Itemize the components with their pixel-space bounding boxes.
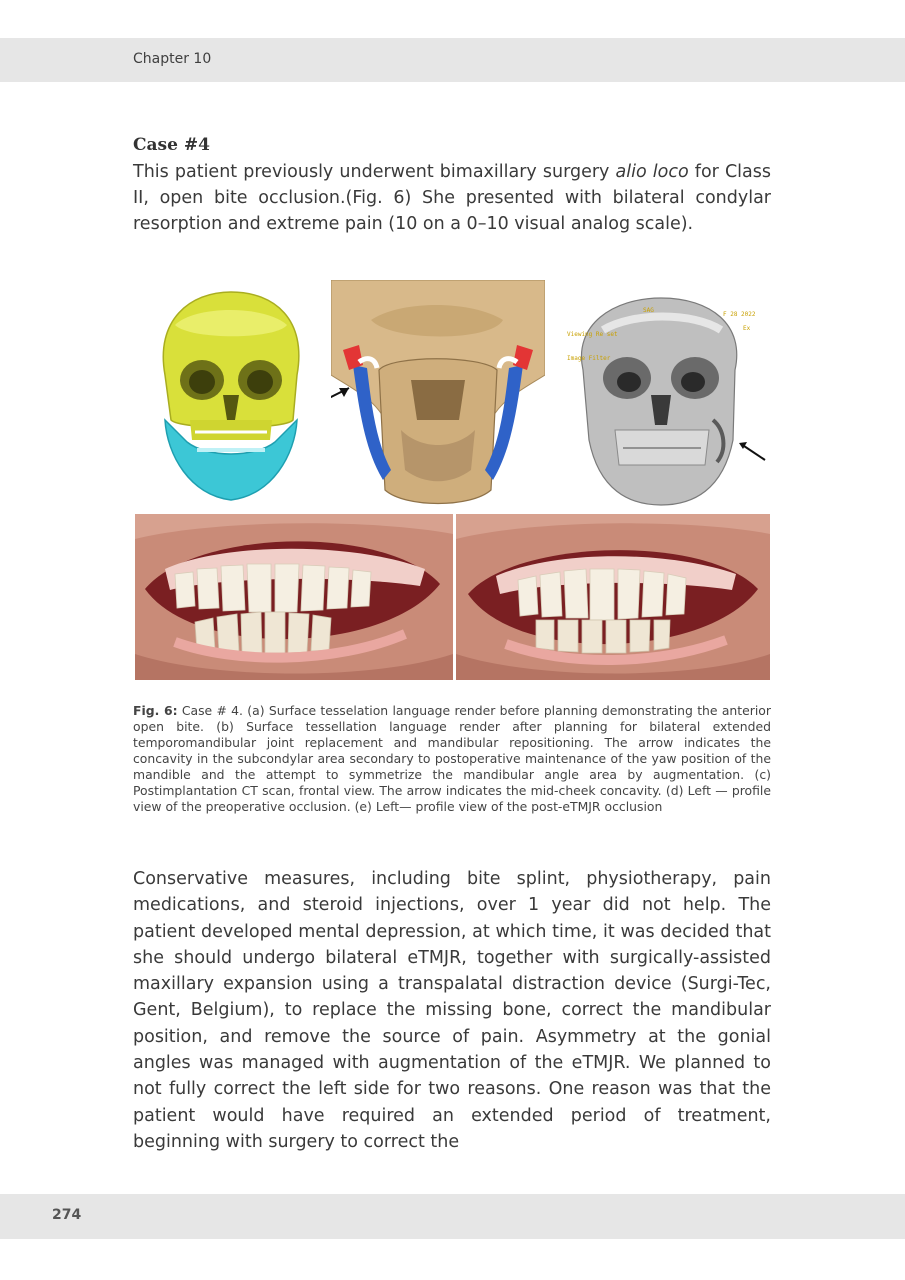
intro-italic: alio loco	[615, 162, 689, 182]
running-footer	[0, 1194, 905, 1239]
chapter-label: Chapter 10	[133, 51, 212, 67]
page-number: 274	[52, 1207, 82, 1223]
ct-overlay-sag: SAG	[643, 307, 654, 314]
caption-text: Case # 4. (a) Surface tesselation language render before planning demonstrating the anterior open bite. (b) Surface tessellation language render after planning for bilateral extended temporomandibular joint replacement and mandibular repositioning. The arrow indicates the concavity in the subcondylar area secondary to postoperative maintenance of the yaw position of the mandible and the attempt to symmetrize the mandibular angle area by augmentation. (c) Postimplantation CT scan, frontal view. The arrow indicates the mid-cheek concavity. (d) Left — profile view of the preoperative occlusion. (e) Left— profile view of the post-eTMJR occlusion	[133, 703, 771, 814]
figure-caption	[133, 703, 771, 815]
caption-label: Fig. 6:	[133, 703, 178, 718]
occlusion-photo-post	[456, 514, 770, 680]
ct-overlay-viewing: Viewing Re set	[567, 331, 618, 338]
figure-6	[135, 280, 770, 680]
intro-text-2: for Class II, open bite occlusion.(Fig. 6) She presented with bilateral condylar resorption and extreme pain (10 on a 0–10 visual analog scale).	[133, 162, 771, 234]
case-title: Case #4	[133, 135, 210, 155]
intro-text-1: This patient previously underwent bimaxillary surgery	[133, 162, 616, 182]
occlusion-photo-left	[135, 514, 453, 680]
skull-3d-render-yellow-cyan	[135, 280, 328, 510]
ct-overlay-ex: Ex	[743, 325, 751, 332]
body-paragraph: Conservative measures, including bite splint, physiotherapy, pain medications, and steroid injections, over 1 year did not help. The patient developed mental depression, at which time, it was decided that she should undergo bilateral eTMJR, together with surgically-assisted maxillary expansion using a transpalatal distraction device (Surgi-Tec, Gent, Belgium), to replace the missing bone, correct the mandibular position, and remove the source of pain. Asymmetry at the gonial angles was managed with augmentation of the eTMJR. We planned to not fully correct the left side for two reasons. One reason was that the patient would have required an extended period of treatment, beginning with surgery to correct the	[133, 869, 771, 1152]
ct-overlay-date: F 28 2022	[723, 311, 756, 318]
intro-paragraph	[133, 159, 771, 237]
body-text	[133, 866, 771, 1155]
ct-overlay-filter: Image Filter	[567, 355, 611, 362]
ct-scan-frontal	[563, 290, 770, 510]
skull-3d-render-planning	[331, 280, 545, 510]
running-header	[0, 38, 905, 82]
